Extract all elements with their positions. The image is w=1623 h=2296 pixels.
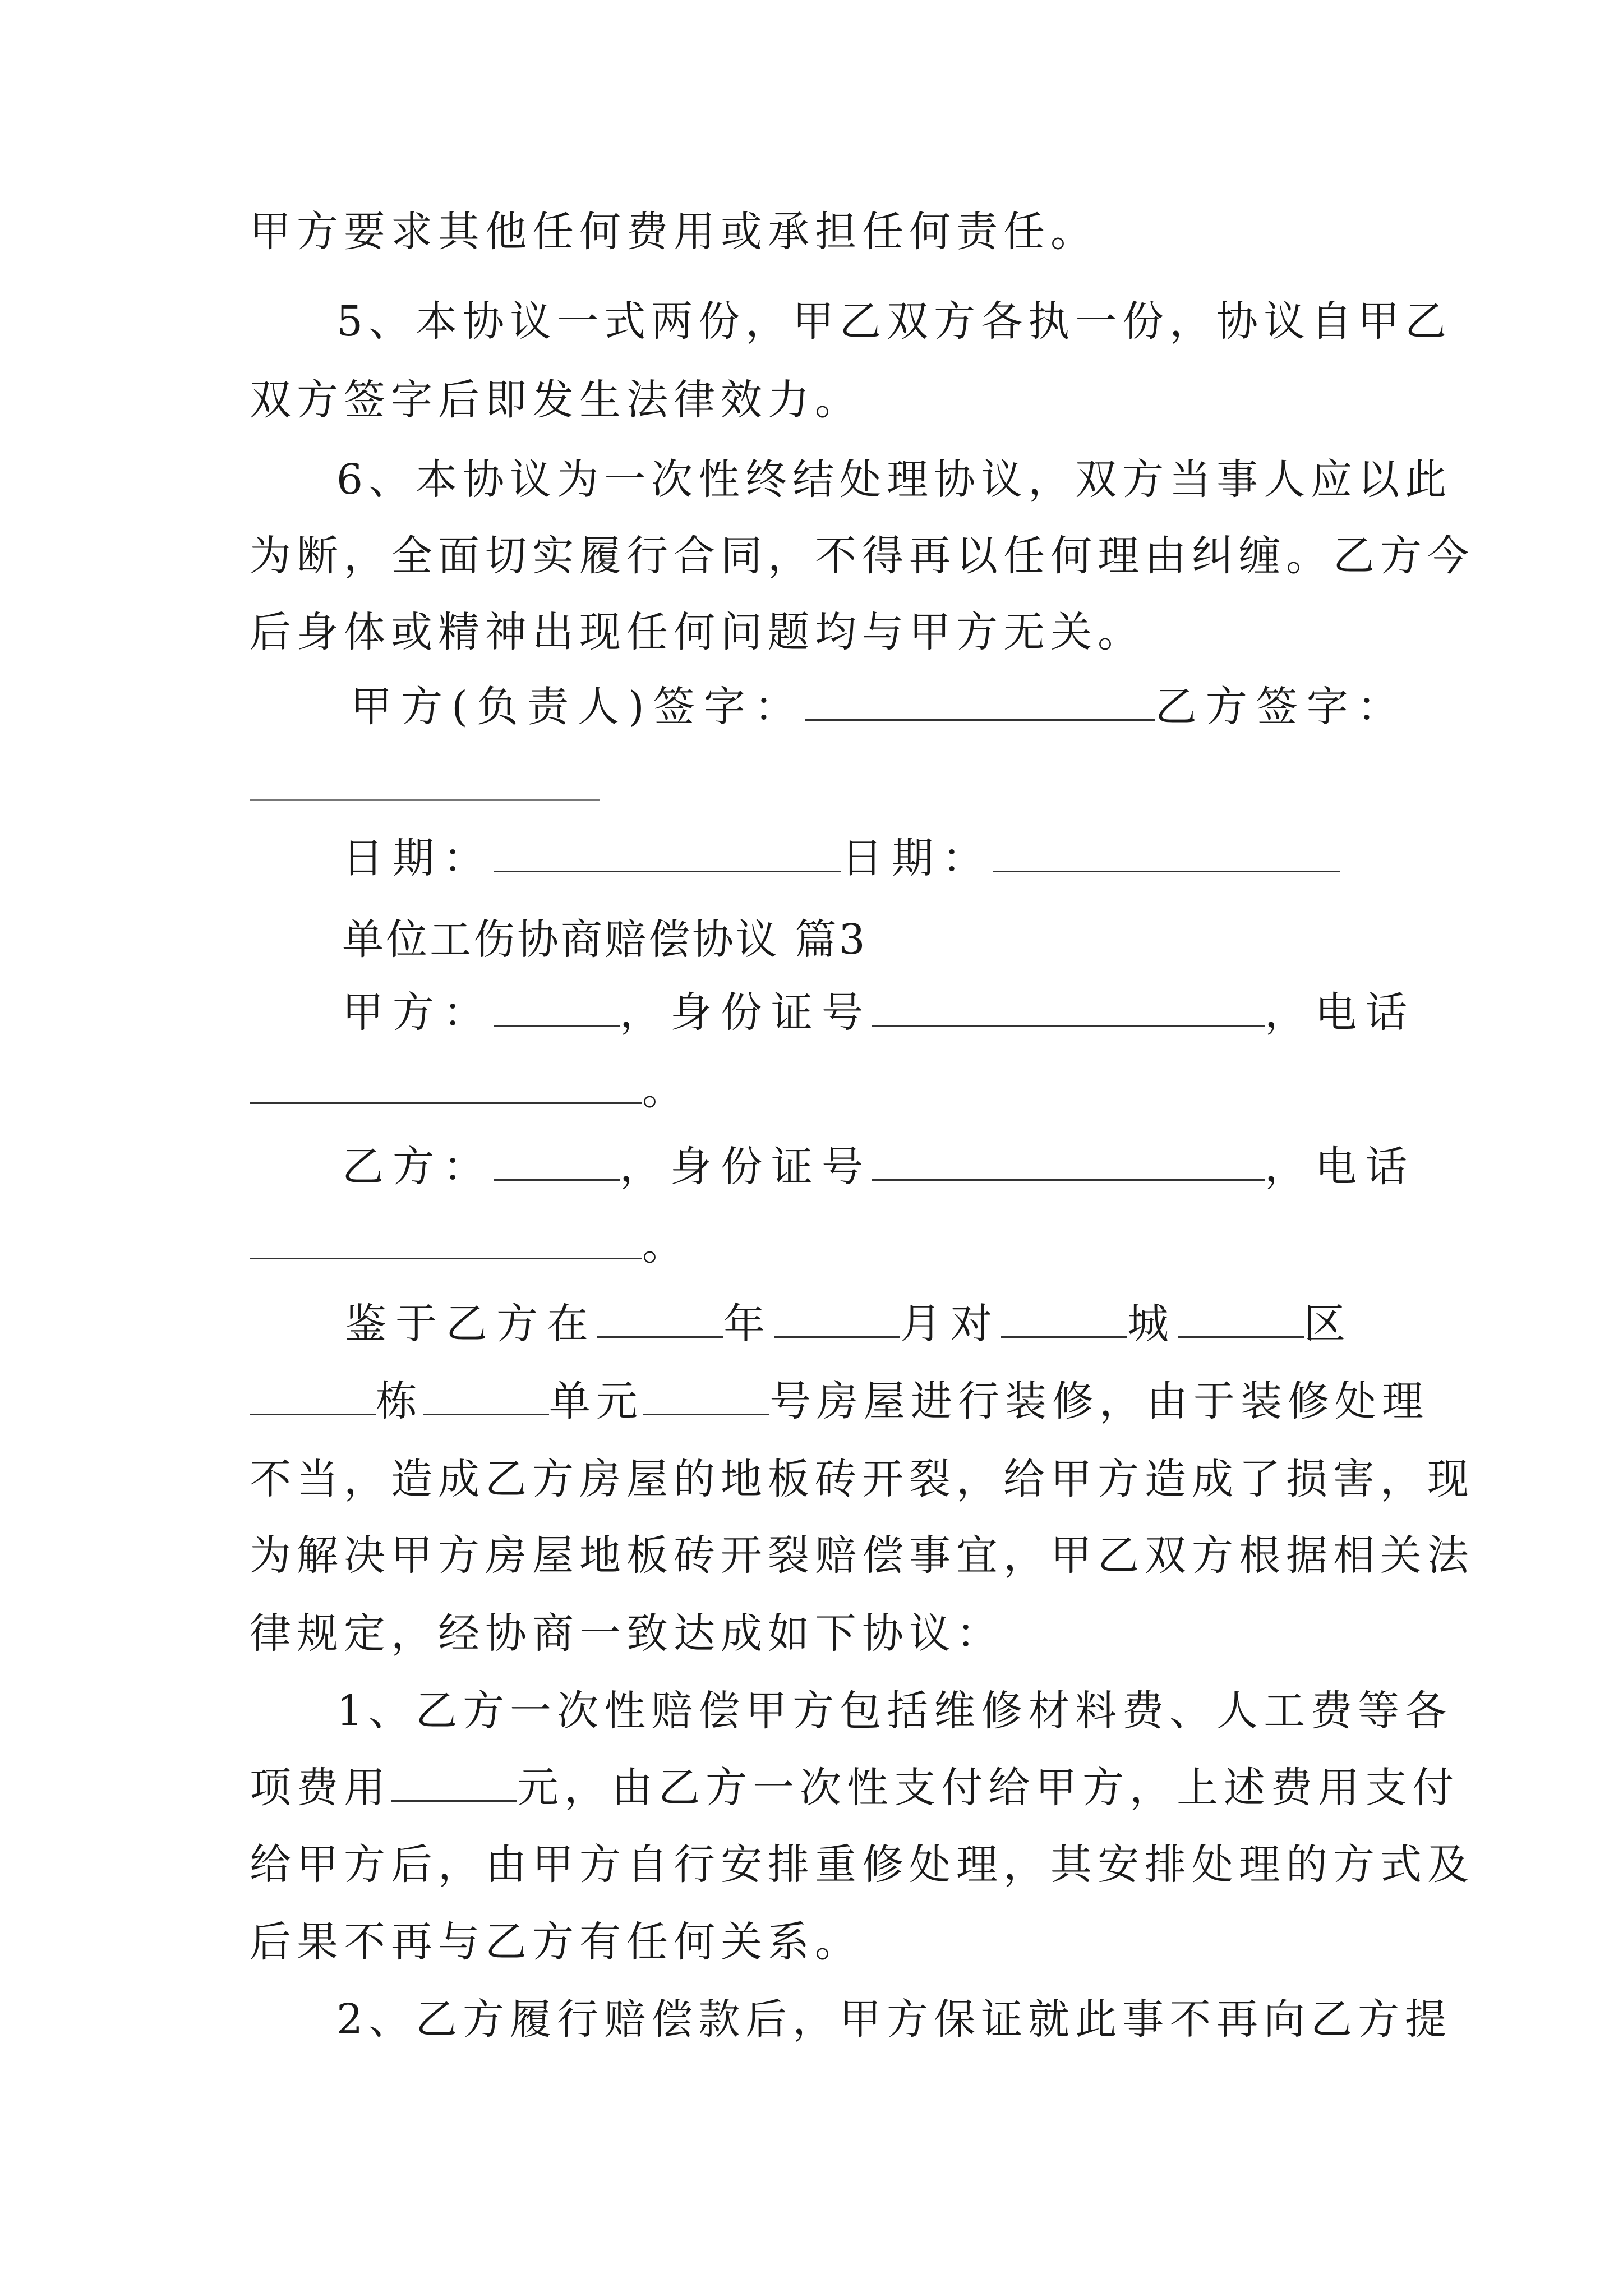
district-blank xyxy=(1178,1301,1304,1338)
party-b-line xyxy=(342,1139,1416,1195)
clause-5-line: 5、本协议一式两份，甲乙双方各执一份，协议自甲乙 xyxy=(336,297,1453,346)
party-b-name-blank xyxy=(494,1144,620,1181)
amount-blank xyxy=(391,1765,517,1802)
date-a-label: 日期： xyxy=(342,834,494,882)
party-b-phone-line xyxy=(250,1217,684,1273)
party-a-phone-blank xyxy=(250,1068,642,1104)
room-blank xyxy=(643,1379,769,1415)
party-a-name-blank xyxy=(494,990,620,1027)
party-a-label: 甲方： xyxy=(342,988,494,1037)
year-blank xyxy=(597,1301,723,1338)
paragraph-line: 双方签字后即发生法律效力。 xyxy=(250,376,862,424)
preamble-line: 为解决甲方房屋地板砖开裂赔偿事宜，甲乙双方根据相关法 xyxy=(250,1531,1474,1580)
section-title: 单位工伤协商赔偿协议 篇3 xyxy=(342,915,868,964)
phone-label: ，电话 xyxy=(1265,1143,1416,1191)
preamble-text: 年 xyxy=(723,1300,774,1348)
party-a-id-blank xyxy=(872,990,1265,1027)
clause-text: 项费用 xyxy=(250,1764,391,1812)
party-a-phone-line xyxy=(250,1062,684,1118)
date-b-blank xyxy=(993,836,1340,872)
party-a-signature-label: 甲方(负责人)签字： xyxy=(351,683,805,731)
clause-1-line xyxy=(250,1760,1459,1816)
party-b-label: 乙方： xyxy=(342,1143,494,1191)
id-label: ，身份证号 xyxy=(620,988,872,1037)
preamble-line xyxy=(250,1373,1429,1429)
preamble-line: 不当，造成乙方房屋的地板砖开裂，给甲方造成了损害，现 xyxy=(250,1455,1474,1503)
paragraph-line: 后身体或精神出现任何问题均与甲方无关。 xyxy=(250,608,1145,656)
phone-label: ，电话 xyxy=(1265,988,1416,1037)
month-blank xyxy=(774,1301,900,1338)
end-mark: 。 xyxy=(642,1066,684,1114)
party-a-signature-blank xyxy=(805,684,1155,721)
end-mark: 。 xyxy=(642,1221,684,1269)
clause-text: 元，由乙方一次性支付给甲方，上述费用支付 xyxy=(517,1764,1459,1812)
party-b-signature-blank xyxy=(250,799,600,801)
party-b-phone-blank xyxy=(250,1223,642,1259)
preamble-text: 单元 xyxy=(549,1377,643,1425)
clause-1-line: 后果不再与乙方有任何关系。 xyxy=(250,1918,862,1966)
preamble-text: 号房屋进行装修，由于装修处理 xyxy=(769,1377,1429,1425)
preamble-line xyxy=(345,1296,1354,1352)
id-label: ，身份证号 xyxy=(620,1143,872,1191)
city-blank xyxy=(1001,1301,1127,1338)
preamble-text: 栋 xyxy=(376,1377,423,1425)
clause-1-line: 1、乙方一次性赔偿甲方包括维修材料费、人工费等各 xyxy=(336,1687,1453,1735)
paragraph-line: 甲方要求其他任何费用或承担任何责任。 xyxy=(250,208,1098,256)
clause-2-line: 2、乙方履行赔偿款后，甲方保证就此事不再向乙方提 xyxy=(336,1995,1453,2044)
date-line xyxy=(342,830,1340,886)
unit-blank xyxy=(423,1379,549,1415)
signature-line xyxy=(351,679,1408,735)
preamble-text: 鉴于乙方在 xyxy=(345,1300,597,1348)
party-b-id-blank xyxy=(872,1144,1265,1181)
party-b-signature-label: 乙方签字： xyxy=(1155,683,1408,731)
preamble-line: 律规定，经协商一致达成如下协议： xyxy=(250,1609,1003,1658)
clause-6-line: 6、本协议为一次性终结处理协议，双方当事人应以此 xyxy=(336,455,1453,504)
date-b-label: 日期： xyxy=(841,834,993,882)
party-a-line xyxy=(342,984,1416,1041)
clause-1-line: 给甲方后，由甲方自行安排重修处理，其安排处理的方式及 xyxy=(250,1841,1474,1889)
preamble-text: 月对 xyxy=(900,1300,1001,1348)
paragraph-line: 为断，全面切实履行合同，不得再以任何理由纠缠。乙方今 xyxy=(250,532,1474,580)
building-blank xyxy=(250,1379,376,1415)
preamble-text: 区 xyxy=(1304,1300,1354,1348)
date-a-blank xyxy=(494,836,841,872)
preamble-text: 城 xyxy=(1127,1300,1178,1348)
